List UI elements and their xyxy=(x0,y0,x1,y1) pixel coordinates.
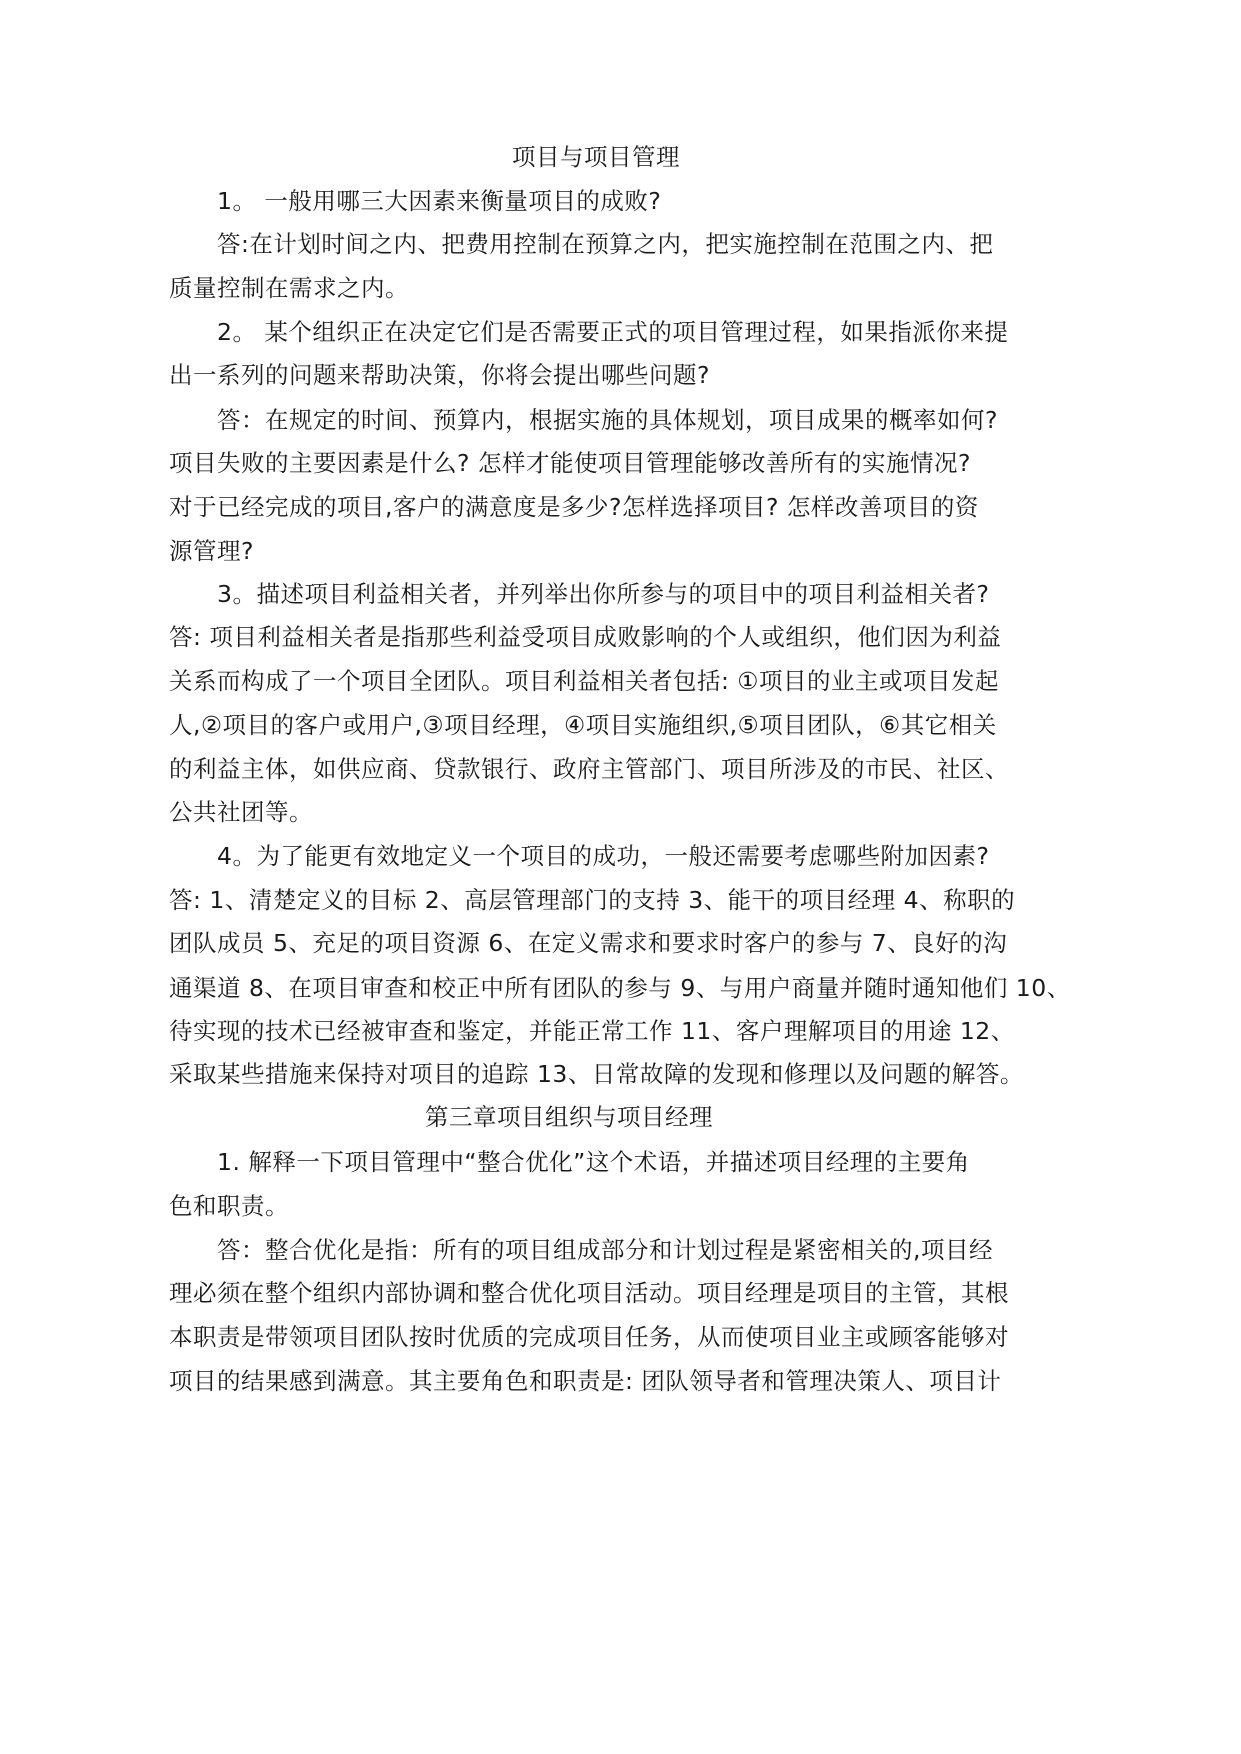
answer-4-line-5: 采取某些措施来保持对项目的追踪 13、日常故障的发现和修理以及问题的解答。 xyxy=(169,1060,1024,1088)
answer-2-line-2: 项目失败的主要因素是什么? 怎样才能使项目管理能够改善所有的实施情况? xyxy=(169,449,971,477)
chapter-answer-1-line-2: 理必须在整个组织内部协调和整合优化项目活动。项目经理是项目的主管，其根 xyxy=(169,1279,1009,1307)
chapter-title: 第三章项目组织与项目经理 xyxy=(425,1103,713,1131)
answer-2-line-3: 对于已经完成的项目,客户的满意度是多少?怎样选择项目? 怎样改善项目的资 xyxy=(169,493,979,521)
document-title: 项目与项目管理 xyxy=(512,143,680,171)
answer-1-line-1: 答:在计划时间之内、把费用控制在预算之内，把实施控制在范围之内、把 xyxy=(217,230,994,258)
question-1: 1。 一般用哪三大因素来衡量项目的成败? xyxy=(217,187,662,215)
question-4: 4。为了能更有效地定义一个项目的成功，一般还需要考虑哪些附加因素? xyxy=(217,842,990,870)
answer-4-line-3: 通渠道 8、在项目审查和校正中所有团队的参与 9、与用户商量并随时通知他们 10、 xyxy=(169,974,1071,1002)
answer-4-line-4: 待实现的技术已经被审查和鉴定，并能正常工作 11、客户理解项目的用途 12、 xyxy=(169,1017,1015,1045)
answer-2-line-4: 源管理? xyxy=(169,537,254,565)
answer-3-line-1: 答: 项目利益相关者是指那些利益受项目成败影响的个人或组织，他们因为利益 xyxy=(169,623,1002,651)
answer-3-line-4: 的利益主体，如供应商、贷款银行、政府主管部门、项目所涉及的市民、社区、 xyxy=(169,755,1009,783)
answer-1-line-2: 质量控制在需求之内。 xyxy=(169,274,409,302)
answer-4-line-2: 团队成员 5、充足的项目资源 6、在定义需求和要求时客户的参与 7、良好的沟 xyxy=(169,929,1008,957)
chapter-answer-1-line-3: 本职责是带领项目团队按时优质的完成项目任务，从而使项目业主或顾客能够对 xyxy=(169,1323,1009,1351)
answer-3-line-5: 公共社团等。 xyxy=(169,798,313,826)
answer-3-line-3: 人,②项目的客户或用户,③项目经理，④项目实施组织,⑤项目团队，⑥其它相关 xyxy=(169,711,997,739)
chapter-question-1-line-2: 色和职责。 xyxy=(169,1192,289,1220)
answer-3-line-2: 关系而构成了一个项目全团队。项目利益相关者包括: ①项目的业主或项目发起 xyxy=(169,667,999,695)
answer-2-line-1: 答：在规定的时间、预算内，根据实施的具体规划，项目成果的概率如何? xyxy=(217,406,998,434)
question-3: 3。描述项目利益相关者，并列举出你所参与的项目中的项目利益相关者? xyxy=(217,580,990,608)
question-2-line-2: 出一系列的问题来帮助决策，你将会提出哪些问题? xyxy=(169,361,710,389)
chapter-answer-1-line-4: 项目的结果感到满意。其主要角色和职责是: 团队领导者和管理决策人、项目计 xyxy=(169,1367,1002,1395)
answer-4-line-1: 答: 1、清楚定义的目标 2、高层管理部门的支持 3、能干的项目经理 4、称职的 xyxy=(169,886,1016,914)
chapter-answer-1-line-1: 答：整合优化是指：所有的项目组成部分和计划过程是紧密相关的,项目经 xyxy=(217,1236,993,1264)
question-2-line-1: 2。 某个组织正在决定它们是否需要正式的项目管理过程，如果指派你来提 xyxy=(217,318,1009,346)
chapter-question-1-line-1: 1. 解释一下项目管理中“整合优化”这个术语，并描述项目经理的主要角 xyxy=(217,1148,970,1176)
